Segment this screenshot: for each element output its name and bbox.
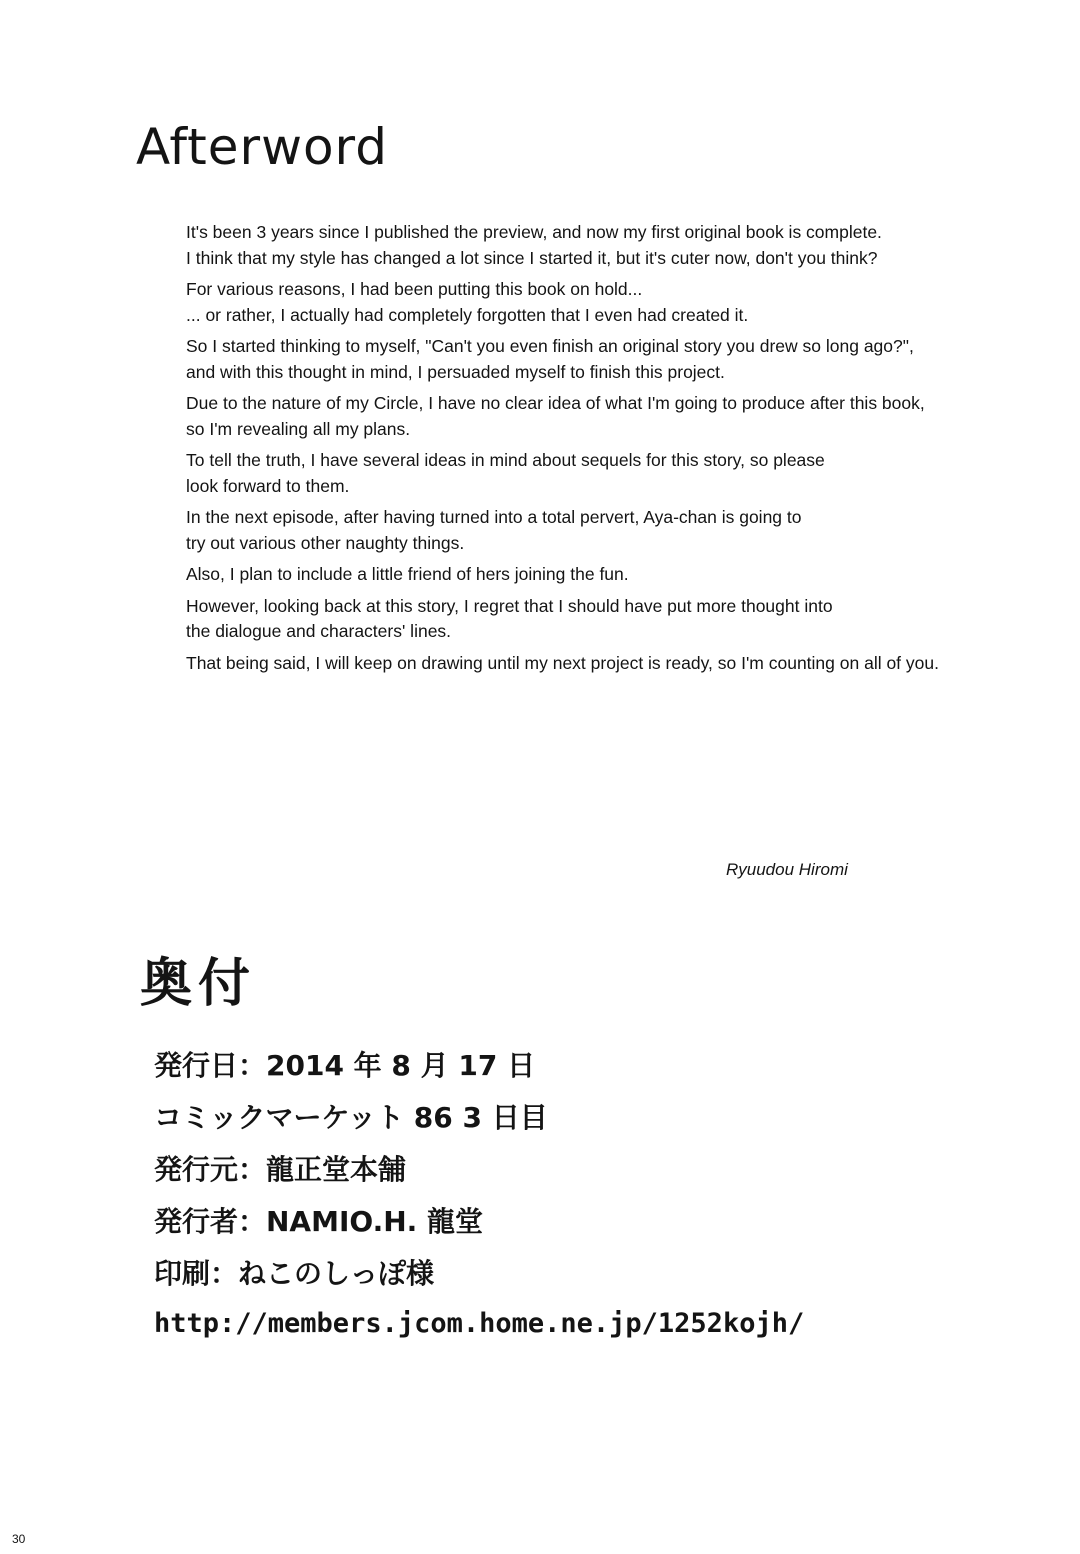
colophon-title: 奥付 [140, 954, 257, 1014]
text-line: It's been 3 years since I published the preview, and now my first original book is complete. [186, 222, 882, 242]
colophon-publisher: 発行元：龍正堂本舗 [154, 1153, 407, 1186]
colophon-issuer: 発行者：NAMIO.H. 龍堂 [154, 1205, 484, 1238]
author-signature: Ryuudou Hiromi [726, 860, 848, 879]
text-line: Due to the nature of my Circle, I have no clear idea of what I'm going to produce after this book, [186, 393, 925, 413]
afterword-paragraph [186, 594, 1046, 645]
text-line: the dialogue and characters' lines. [186, 621, 452, 641]
text-line: try out various other naughty things. [186, 532, 465, 553]
afterword-paragraph [186, 448, 1046, 499]
colophon-list [154, 1044, 548, 1304]
text-line: That being said, I will keep on drawing until my next project is ready, so I'm counting on all of you. [186, 652, 939, 673]
page-number: 30 [12, 1532, 26, 1546]
text-line: ... or rather, I actually had completely forgotten that I even had created it. [186, 304, 749, 325]
afterword-paragraph [186, 334, 1046, 385]
colophon-event: コミックマーケット 86 3 日目 [154, 1101, 548, 1134]
afterword-paragraph [186, 277, 1046, 328]
text-line: For various reasons, I had been putting this book on hold... [186, 279, 643, 299]
text-line: I think that my style has changed a lot since I started it, but it's cuter now, don't you think? [186, 247, 878, 268]
afterword-paragraph [186, 505, 1046, 556]
afterword-paragraph [186, 220, 1046, 271]
afterword-paragraph [186, 651, 1046, 677]
afterword-title: Afterword [136, 118, 388, 176]
text-line: look forward to them. [186, 475, 350, 496]
text-line: In the next episode, after having turned into a total pervert, Aya-chan is going to [186, 507, 802, 527]
text-line: So I started thinking to myself, "Can't you even finish an original story you drew so long ago?", [186, 336, 914, 356]
colophon-printer: 印刷：ねこのしっぽ様 [154, 1257, 435, 1290]
afterword-paragraph [186, 562, 1046, 588]
colophon-publication-date: 発行日：2014 年 8 月 17 日 [154, 1049, 536, 1082]
text-line: To tell the truth, I have several ideas in mind about sequels for this story, so please [186, 450, 825, 470]
text-line: so I'm revealing all my plans. [186, 418, 411, 439]
text-line: Also, I plan to include a little friend of hers joining the fun. [186, 564, 629, 584]
text-line: and with this thought in mind, I persuaded myself to finish this project. [186, 361, 725, 382]
afterword-paragraph [186, 391, 1046, 442]
text-line: However, looking back at this story, I regret that I should have put more thought into [186, 595, 833, 616]
website-url: http://members.jcom.home.ne.jp/1252kojh/ [154, 1308, 805, 1339]
afterword-body [186, 220, 1046, 682]
